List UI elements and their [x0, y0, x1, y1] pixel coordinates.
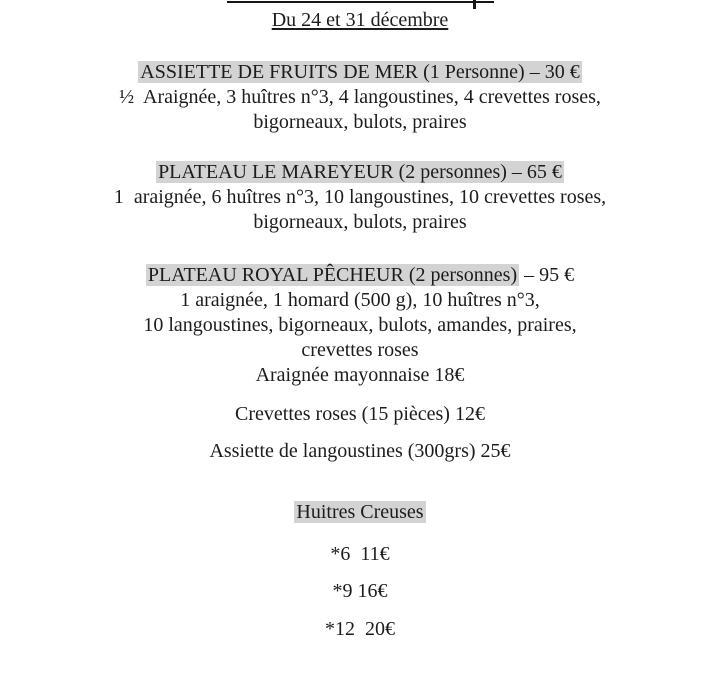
oysters-section-title	[0, 500, 720, 525]
section-detail-line: 1 araignée, 1 homard (500 g), 10 huîtres n°3,	[180, 289, 540, 311]
section-assiette-fruits-de-mer	[0, 60, 720, 135]
cropped-title-underline	[227, 1, 494, 3]
section-detail-line: ½ Araignée, 3 huîtres n°3, 4 langoustines, 4 crevettes roses,	[119, 86, 601, 108]
section-title	[0, 60, 720, 85]
section-detail-line: bigorneaux, bulots, praires	[253, 211, 467, 233]
oyster-price-line-9: *9 16€	[332, 580, 388, 602]
section-title-highlight: ASSIETTE DE FRUITS DE MER (1 Personne) – 30 €	[140, 61, 580, 83]
section-detail-line: crevettes roses	[301, 339, 419, 361]
section-title	[0, 160, 720, 185]
oysters-title-highlight: Huitres Creuses	[296, 501, 424, 523]
section-detail-line: 1 araignée, 6 huîtres n°3, 10 langoustines, 10 crevettes roses,	[113, 186, 607, 208]
date-heading: Du 24 et 31 décembre	[271, 9, 449, 31]
section-title-suffix: – 95 €	[519, 264, 575, 286]
section-title	[0, 263, 720, 288]
section-detail-line: bigorneaux, bulots, praires	[253, 111, 467, 133]
section-plateau-royal-pecheur	[0, 263, 720, 388]
section-title-highlight: PLATEAU LE MAREYEUR (2 personnes) – 65 €	[158, 161, 562, 183]
menu-item-assiette-langoustines: Assiette de langoustines (300grs) 25€	[209, 440, 511, 462]
section-detail-line: 10 langoustines, bigorneaux, bulots, amandes, praires,	[143, 314, 577, 336]
section-plateau-mareyeur	[0, 160, 720, 235]
oyster-price-line-6: *6 11€	[330, 543, 390, 565]
cropped-title-descender	[473, 0, 476, 9]
section-title-highlight: PLATEAU ROYAL PÊCHEUR (2 personnes)	[147, 264, 518, 286]
menu-item-crevettes-roses: Crevettes roses (15 pièces) 12€	[235, 403, 485, 425]
cropped-title-remnant	[227, 0, 494, 4]
oyster-price-line-12: *12 20€	[325, 618, 395, 640]
section-detail-line: Araignée mayonnaise 18€	[255, 364, 465, 386]
